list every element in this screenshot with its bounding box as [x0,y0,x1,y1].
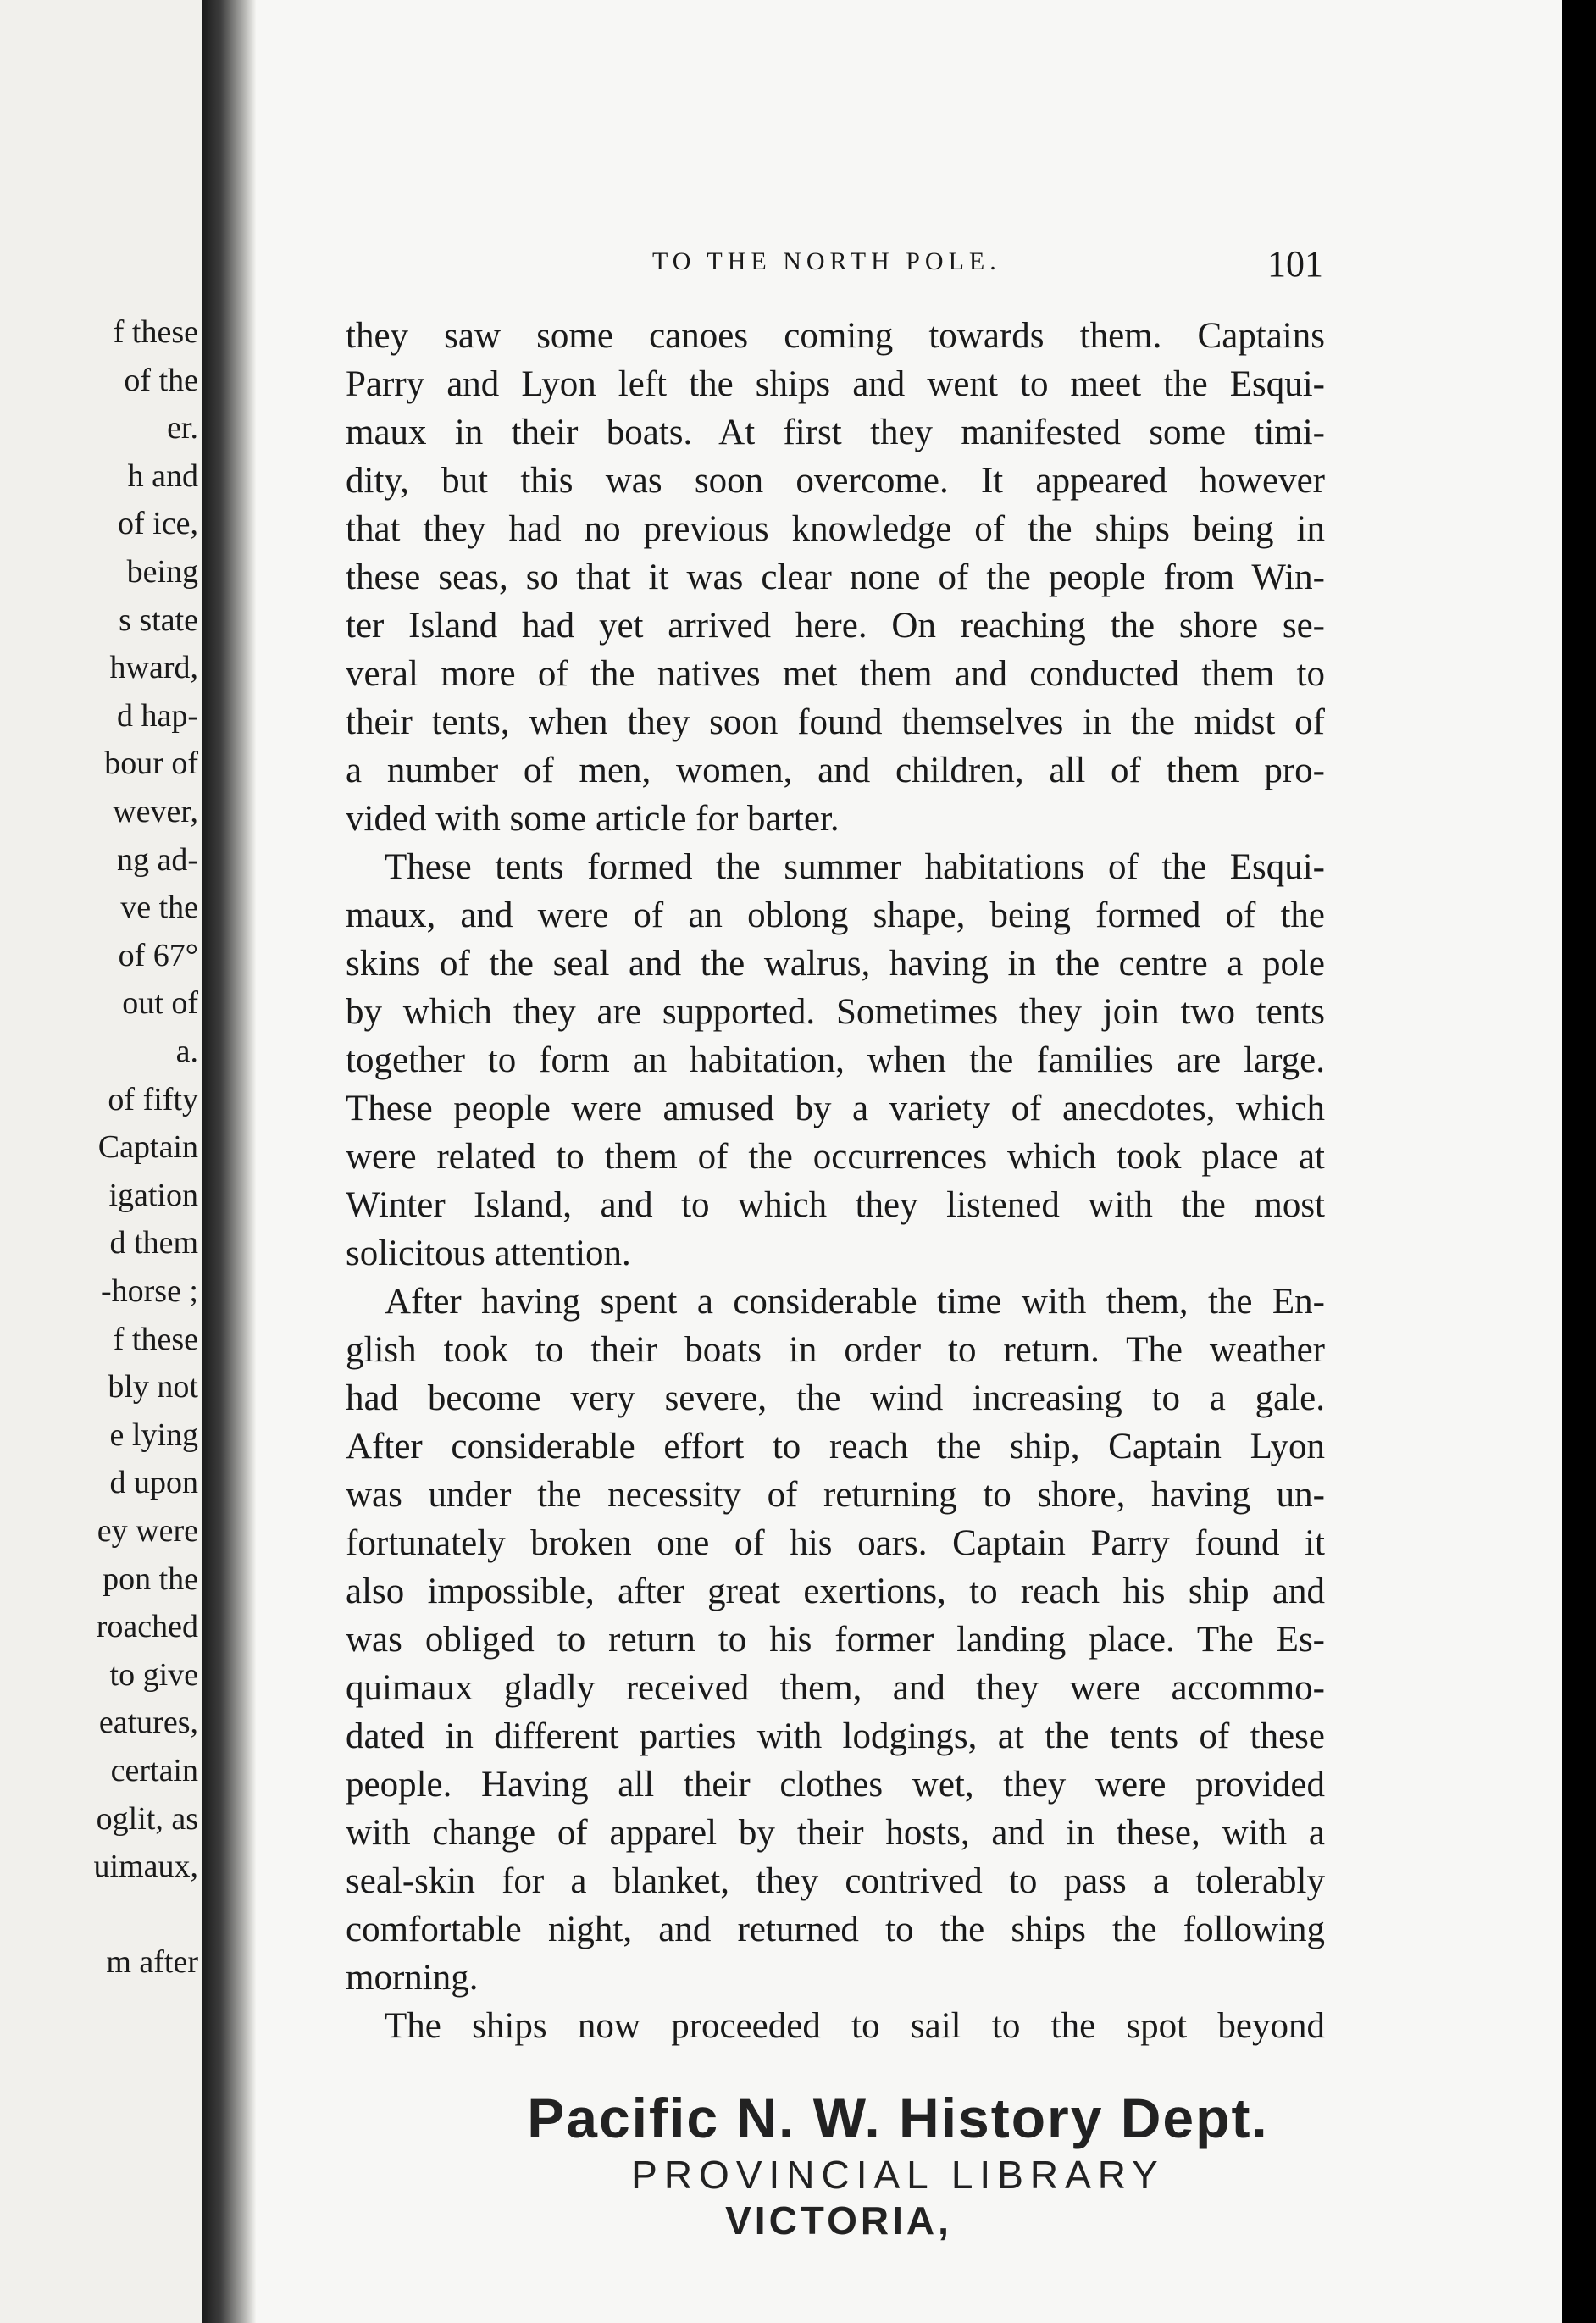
left-page-line: s state [119,602,198,638]
text-line: had become very severe, the wind increasing to a gale. [346,1378,1325,1418]
left-page-line: igation [108,1177,198,1213]
page-edge [1562,0,1596,2323]
text-line: After considerable effort to reach the ship, Captain Lyon [346,1427,1325,1466]
left-page-line: pon the [103,1561,198,1597]
text-line: these seas, so that it was clear none of the people from Win- [346,557,1325,597]
left-page-line: f these [113,314,198,350]
library-stamp [474,2086,1322,2243]
left-page-line: wever, [113,794,198,829]
left-page-line: to give [109,1656,198,1693]
left-page-line: of fifty [108,1081,198,1117]
text-line: quimaux gladly received them, and they were accommo- [346,1668,1325,1708]
text-line: together to form an habitation, when the families are large. [346,1040,1325,1080]
text-line: morning. [346,1958,479,1998]
book-gutter [202,0,256,2323]
text-line: a number of men, women, and children, all of them pro- [346,751,1325,790]
text-line: These tents formed the summer habitations of the Esqui- [385,847,1325,887]
left-page-line: h and [127,457,198,494]
text-line: maux in their boats. At first they manifested some timi- [346,413,1325,452]
left-page-line: of the [124,362,198,398]
text-line: with change of apparel by their hosts, and in these, with a [346,1813,1325,1853]
text-line: fortunately broken one of his oars. Captain Parry found it [346,1523,1325,1563]
left-page-line: roached [96,1609,198,1645]
text-line: dated in different parties with lodgings, at the tents of these [346,1716,1325,1756]
text-line: were related to them of the occurrences which took place at [346,1137,1325,1177]
text-line: vided with some article for barter. [346,799,840,839]
left-page-line: d them [109,1225,198,1261]
text-line: they saw some canoes coming towards them. Captains [346,316,1325,356]
page-header [390,242,1332,285]
left-page-line: m after [106,1944,198,1981]
left-page-line: uimaux, [93,1849,198,1885]
left-page-line: certain [110,1753,198,1788]
text-line: Winter Island, and to which they listened with the most [346,1185,1325,1225]
body-text [346,312,1325,2050]
stamp-line-3: VICTORIA, [725,2198,952,2243]
left-facing-page [0,0,202,2323]
left-page-line: d upon [109,1465,198,1501]
text-line: Parry and Lyon left the ships and went to meet the Esqui- [346,364,1325,404]
text-line: The ships now proceeded to sail to the spot beyond [385,2006,1325,2046]
text-line: was obliged to return to his former landing place. The Es- [346,1620,1325,1660]
text-line: ter Island had yet arrived here. On reaching the shore se- [346,606,1325,646]
text-line: people. Having all their clothes wet, they were provided [346,1765,1325,1805]
stamp-line-2: PROVINCIAL LIBRARY [631,2153,1165,2197]
running-head: TO THE NORTH POLE. [652,247,1001,275]
left-page-line: a. [175,1034,198,1069]
text-line: their tents, when they soon found themselves in the midst of [346,702,1325,742]
left-page-line: -horse ; [100,1273,198,1309]
left-page-line: Captain [97,1129,198,1166]
left-page-line: e lying [109,1417,198,1453]
left-page-line: ng ad- [116,841,198,878]
left-page-line: hward, [109,650,198,686]
page-number: 101 [1267,243,1323,285]
text-line: by which they are supported. Sometimes they join two tents [346,992,1325,1032]
left-page-line: bour of [104,746,198,782]
left-page-line: bly not [108,1369,198,1405]
left-page-line: of 67° [118,937,198,973]
left-page-line: of ice, [118,506,198,542]
text-line: After having spent a considerable time with them, the En- [385,1282,1325,1322]
text-line: glish took to their boats in order to return. The weather [346,1330,1325,1370]
text-line: solicitous attention. [346,1234,631,1273]
text-line: also impossible, after great exertions, to reach his ship and [346,1572,1325,1611]
left-page-line: ey were [97,1513,198,1549]
text-line: comfortable night, and returned to the ships the following [346,1910,1325,1949]
text-line: maux, and were of an oblong shape, being formed of the [346,895,1325,935]
left-page-line: f these [113,1321,198,1357]
text-line: that they had no previous knowledge of the ships being in [346,509,1325,549]
left-page-line: oglit, as [96,1800,198,1837]
text-line: skins of the seal and the walrus, having in the centre a pole [346,944,1325,984]
text-line: seal-skin for a blanket, they contrived to pass a tolerably [346,1861,1325,1901]
left-page-line: eatures, [98,1705,198,1741]
text-line: dity, but this was soon overcome. It appeared however [346,461,1325,501]
left-page-line: er. [167,410,198,446]
left-page-line: being [126,554,198,590]
text-line: veral more of the natives met them and conducted them to [346,654,1325,694]
left-page-line: ve the [120,890,198,926]
stamp-line-1: Pacific N. W. History Dept. [527,2087,1269,2149]
left-page-line: d hap- [116,697,198,734]
text-line: These people were amused by a variety of anecdotes, which [346,1089,1325,1128]
left-page-line: out of [122,985,198,1022]
text-line: was under the necessity of returning to shore, having un- [346,1475,1325,1515]
